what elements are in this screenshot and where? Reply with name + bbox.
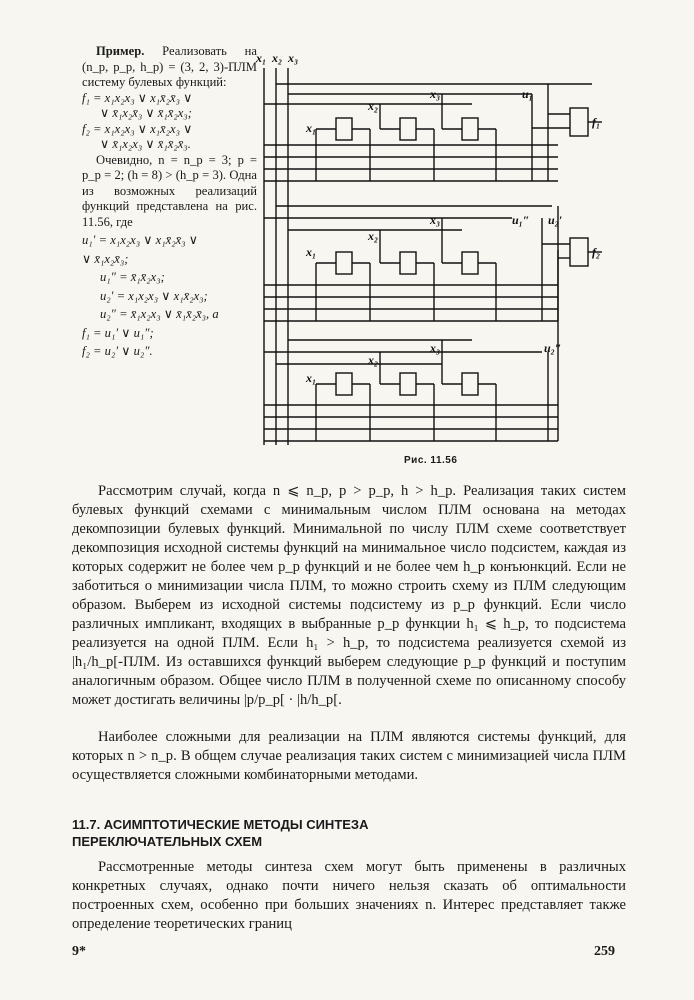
output-u2p-label: u₂′: [548, 213, 563, 227]
band1-x2-label: x₂: [368, 99, 379, 113]
band3-x1-label: x₁: [306, 371, 317, 385]
formula-f1-line2: ∨ x̄₁x₂x̄₃ ∨ x̄₁x̄₂x₃;: [100, 106, 192, 120]
equation-u2pp: u₂″ = x̄₁x₂x₃ ∨ x̄₁x̄₂x̄₃, а: [100, 307, 219, 321]
equation-f2: f₂ = u₂′ ∨ u₂″.: [82, 344, 153, 358]
circuit-figure: [252, 40, 612, 480]
section-heading: 11.7. АСИМПТОТИЧЕСКИЕ МЕТОДЫ СИНТЕЗА ПЕРЕКЛЮЧАТЕЛЬНЫХ СХЕМ: [72, 817, 369, 849]
band1-x3-label: x₃: [430, 87, 441, 101]
output-f2-label: f₂: [592, 245, 601, 259]
obvious-paragraph: Очевидно, n = n_p = 3; p = p_p = 2; (h = 8) > (h_p = 3). Одна из возможных реализаций функций представлена на рис. 11.56, где: [82, 152, 257, 229]
body-paragraph-3: [72, 858, 626, 934]
example-sidebar: [82, 44, 257, 360]
band2-x3-label: x₃: [430, 213, 441, 227]
body-paragraph-2: [72, 728, 626, 785]
example-text: Реализовать на (n_p, p_p, h_p) = (3, 2, 3)-ПЛМ систему булевых функций:: [82, 44, 257, 89]
formula-f1-line1: f₁ = x₁x₂x₃ ∨ x₁x̄₂x̄₃ ∨: [82, 90, 193, 105]
paragraph-text-2: Наиболее сложными для реализации на ПЛМ являются системы функций, для которых n > n_p. В общем случае реализация таких систем с минимизацией числа ПЛМ осуществляется сложными комбинаторными методами.: [72, 729, 626, 783]
input-x3-label: x₃: [288, 51, 299, 65]
equations-block: [82, 233, 257, 360]
output-f1-label: f₁: [592, 115, 601, 129]
band3-x2-label: x₂: [368, 353, 379, 367]
equation-u1pp: u₁″ = x̄₁x̄₂x₃;: [100, 270, 165, 284]
body-paragraph-1: [72, 482, 626, 710]
equation-u2p: u₂′ = x₁x₂x₃ ∨ x₁x̄₂x₃;: [100, 288, 208, 303]
band2-x1-label: x₁: [306, 245, 317, 259]
formula-f2-line2: ∨ x̄₁x₂x₃ ∨ x̄₁x̄₂x̄₃.: [100, 137, 191, 151]
band1-x1-label: x₁: [306, 121, 317, 135]
equation-u1p-line2: ∨ x̄₁x₂x̄₃;: [82, 251, 129, 266]
equation-f1: f₁ = u₁′ ∨ u₁″;: [82, 325, 154, 340]
paragraph-text-3: Рассмотренные методы синтеза схем могут быть применены в различных конкретных случаях, однако почти ничего нельзя сказать об оптимальности построенных схем, особенно при больших значениях n. Интерес представляет также определение теоретических границ: [72, 859, 626, 932]
output-u1-label: u₁: [522, 87, 533, 101]
input-x1-label: x₁: [256, 51, 267, 65]
paragraph-text-1: Рассмотрим случай, когда n ⩽ n_p, p > p_p, h > h_p. Реализация таких систем булевых функций схемами с минимальным числом ПЛМ основана на методах декомпозиции булевых функций. Минимальной по числу ПЛМ схеме соответствует декомпозиция исходной системы функций на минимальное число подсистем, каждая из которых содержит не более чем p_p функций и не более чем h_p конъюнкций. Если не заботиться о минимизации числа ПЛМ, то можно строить схему из ПЛМ следующим образом. Выберем из исходной системы подсистему из p_p функций. Если число различных импликант, входящих в выбранные p_p функции h₁ ⩽ h_p, то подсистема реализуется на одной ПЛМ. Если h₁ > h_p, то подсистема реализуется схемой из |h₁/h_p[-ПЛМ. Из оставшихся функций выберем следующие p_p функций и поступим аналогичным образом. Общее число ПЛМ в полученной схеме по описанному способу может достигать величины |p/p_p[ · |h/h_p[.: [72, 483, 626, 708]
example-intro: [82, 44, 257, 91]
signature-mark: 9*: [72, 944, 86, 959]
page-number: 259: [594, 944, 615, 959]
example-title: Пример.: [96, 44, 145, 58]
figure-caption: Рис. 11.56: [404, 455, 458, 466]
output-u1pp-label: u₁″: [512, 213, 530, 227]
input-x2-label: x₂: [272, 51, 283, 65]
band3-x3-label: x₃: [430, 341, 441, 355]
equation-u1p-line1: u₁′ = x₁x₂x₃ ∨ x₁x̄₂x̄₃ ∨: [82, 233, 198, 247]
band2-x2-label: x₂: [368, 229, 379, 243]
output-u2pp-label: u₂″: [544, 341, 562, 355]
circuit-diagram: [252, 40, 612, 480]
formula-f2-line1: f₂ = x₁x₂x₃ ∨ x₁x̄₂x₃ ∨: [82, 121, 193, 136]
